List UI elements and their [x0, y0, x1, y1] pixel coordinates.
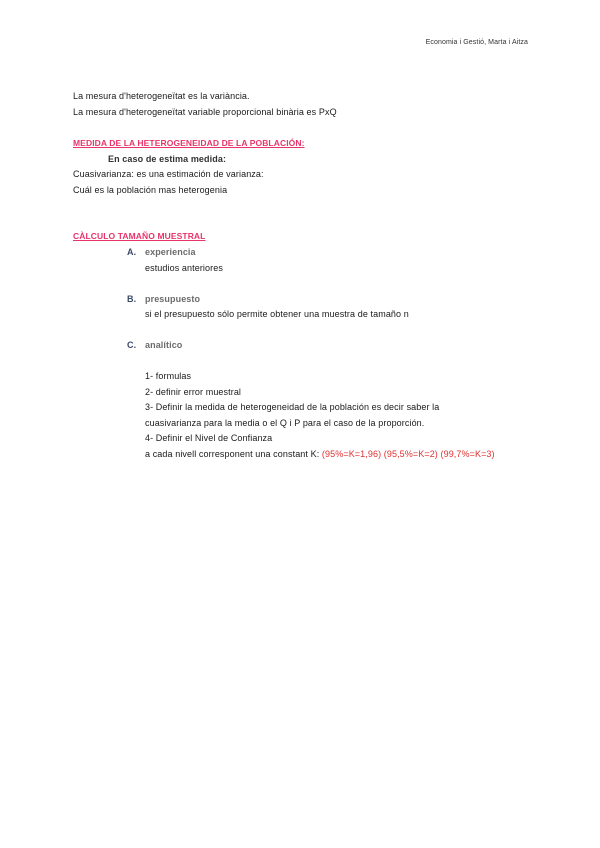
- step-line-3: 3- Definir la medida de heterogeneidad de la población es decir saber la: [145, 402, 440, 412]
- list-label-presupuesto: presupuesto: [145, 294, 201, 304]
- list-letter-c: C.: [127, 340, 137, 350]
- step-line-2: 2- definir error muestral: [145, 387, 242, 397]
- section-subtitle: En caso de estima medida:: [108, 154, 227, 164]
- intro-line-1: La mesura d'heterogeneïtat es la variància.: [73, 91, 250, 101]
- list-label-analitico: analítico: [145, 340, 183, 350]
- step-line-1: 1- formulas: [145, 371, 192, 381]
- step-line-5: 4- Definir el Nivel de Confianza: [145, 433, 273, 443]
- section-heading-tamano: CÀLCULO TAMAÑO MUESTRAL: [73, 231, 206, 241]
- list-detail-presupuesto: si el presupuesto sólo permite obtener una muestra de tamaño n: [145, 309, 409, 319]
- list-letter-b: B.: [127, 294, 137, 304]
- confidence-prefix: a cada nivell corresponent una constant K:: [145, 449, 322, 459]
- page-header: Economia i Gestió, Marta i Aitza: [425, 39, 528, 46]
- list-letter-a: A.: [127, 247, 137, 257]
- step-line-4: cuasivarianza para la media o el Q i P para el caso de la proporción.: [145, 418, 425, 428]
- poblacion-line: Cuál es la población mas heterogenia: [73, 185, 228, 195]
- section-heading-heterogeneidad: MEDIDA DE LA HETEROGENEIDAD DE LA POBLACIÓN:: [73, 138, 305, 148]
- confidence-line: [145, 448, 495, 460]
- intro-line-2: La mesura d'heterogeneïtat variable proporcional binària es PxQ: [73, 107, 337, 117]
- list-detail-experiencia: estudios anteriores: [145, 263, 223, 273]
- confidence-values: (95%=K=1,96) (95,5%=K=2) (99,7%=K=3): [321, 449, 495, 459]
- list-label-experiencia: experiencia: [145, 247, 196, 257]
- cuasivarianza-line: Cuasivarianza: es una estimación de varianza:: [73, 169, 264, 179]
